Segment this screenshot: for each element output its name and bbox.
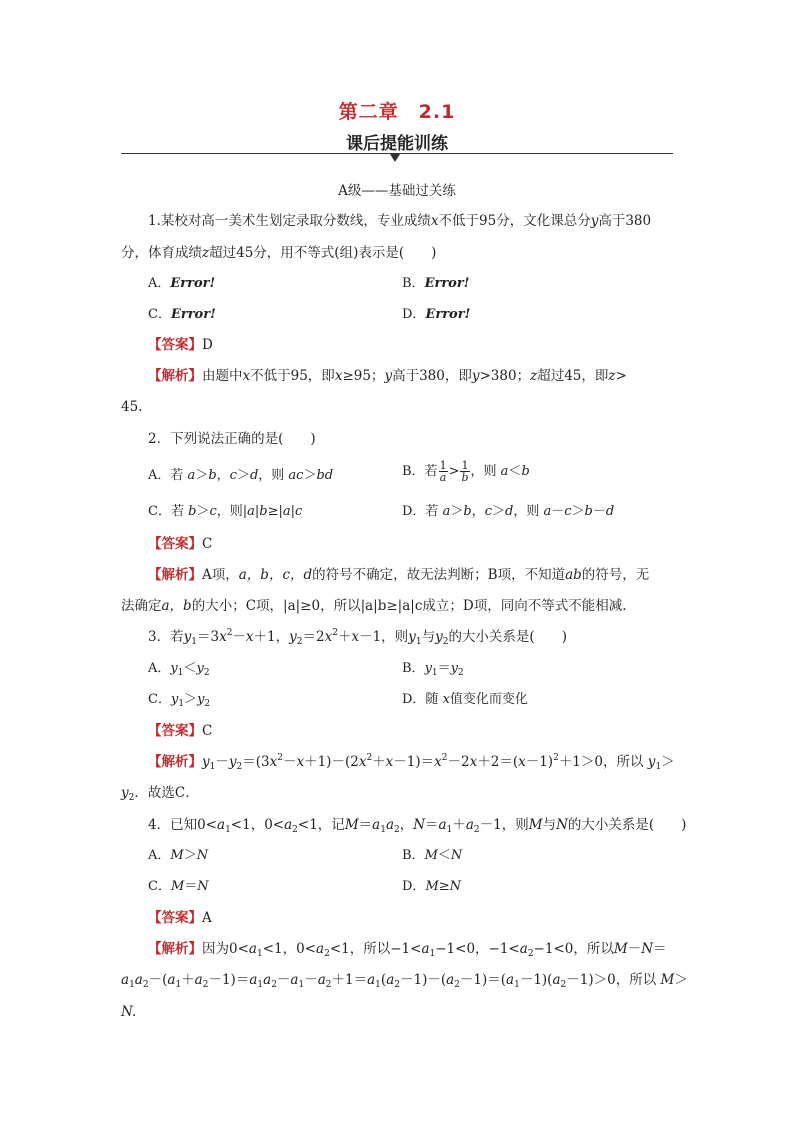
chapter-heading <box>0 97 794 124</box>
q1-stem-line2: 分，体育成绩z超过45分，用不等式(组)表示是( ) <box>121 245 437 261</box>
q3-stem: 3．若$y_1=3x^2-x+1$，$y_2=2x^2+x-1$，则$y_1$与$y_2$的大小关系是( ) <box>148 628 567 647</box>
triangle-down-icon <box>390 154 400 162</box>
q2-option-a: A．若 a＞b，c＞d，则 ac＞bd <box>148 468 334 483</box>
q2-option-d: D．若 a＞b，c＞d，则 a－c＞b－d <box>402 504 615 519</box>
chapter-label: 第二章 <box>338 101 399 123</box>
q1-option-c: C．Error! <box>148 307 216 322</box>
q4-analysis-line2: $a_1a_2-(a_1+a_2-1)=a_1a_2-a_1-a_2+1=a_1(a_2-1)-(a_2-1)=(a_1-1)(a_2-1)>0$，所以 M＞ <box>121 972 688 990</box>
q3-analysis-line2: $y_2$．故选C． <box>121 785 199 803</box>
q4-option-c: C．M＝N <box>148 879 209 894</box>
q4-option-b: B．M＜N <box>402 848 463 863</box>
page-title: 课后提能训练 <box>346 134 448 154</box>
q3-option-b: B．$y_1=y_2$ <box>402 661 464 678</box>
q2-analysis-line2: 法确定a，b的大小；C项，|a|≥0，所以|a|b≥|a|c成立；D项，同向不等式不能相减. <box>121 598 627 614</box>
q1-stem-line1: 1.某校对高一美术生划定录取分数线，专业成绩x不低于95分，文化课总分y高于380 <box>148 213 652 229</box>
q1-analysis-line1: 【解析】由题中x不低于95，即x≥95；y高于380，即y>380；z超过45，即z> <box>148 368 627 384</box>
q1-option-d: D．Error! <box>402 307 471 322</box>
q3-analysis-line1: 【解析】$y_1-y_2=(3x^2-x+1)-(2x^2+x-1)=x^2-2x+2=(x-1)^2+1>0$，所以 $y_1>$ <box>148 753 675 772</box>
q1-option-a: A．Error! <box>148 276 216 291</box>
q1-answer: 【答案】D <box>148 337 213 353</box>
q3-option-c: C．$y_1>y_2$ <box>148 692 211 709</box>
q4-analysis-line3: N. <box>121 1004 137 1020</box>
q4-stem: 4．已知$0<a_1<1$，$0<a_2<1$，记$M=a_1a_2$，$N=a_1+a_2-1$，则M与N的大小关系是( ) <box>148 817 687 835</box>
q4-answer: 【答案】A <box>148 910 212 926</box>
q2-answer: 【答案】C <box>148 536 213 552</box>
q4-analysis-line1: 【解析】因为$0<a_1<1$，$0<a_2<1$，所以$-1<a_1-1<0$，$-1<a_2-1<0$，所以M－N＝ <box>148 941 667 959</box>
q4-option-a: A．M＞N <box>148 848 209 863</box>
q1-analysis-line2: 45. <box>121 399 143 415</box>
q2-stem: 2．下列说法正确的是( ) <box>148 431 316 447</box>
q3-option-a: A．$y_1<y_2$ <box>148 661 210 678</box>
q2-option-b: B．若 $\frac{1}{a}$ > $\frac{1}{b}$ ，则 a＜b <box>402 459 530 484</box>
section-number: 2.1 <box>418 101 456 123</box>
q2-analysis-line1: 【解析】A项，a，b，c，d的符号不确定，故无法判断；B项，不知道ab的符号，无 <box>148 567 650 583</box>
q4-option-d: D．M≥N <box>402 879 462 894</box>
q2-option-c: C．若 b＞c，则|a|b≥|a|c <box>148 504 303 519</box>
q1-option-b: B．Error! <box>402 276 470 291</box>
q3-option-d: D．随 x值变化而变化 <box>402 692 528 707</box>
level-heading: A级——基础过关练 <box>338 183 456 199</box>
q3-answer: 【答案】C <box>148 723 213 739</box>
